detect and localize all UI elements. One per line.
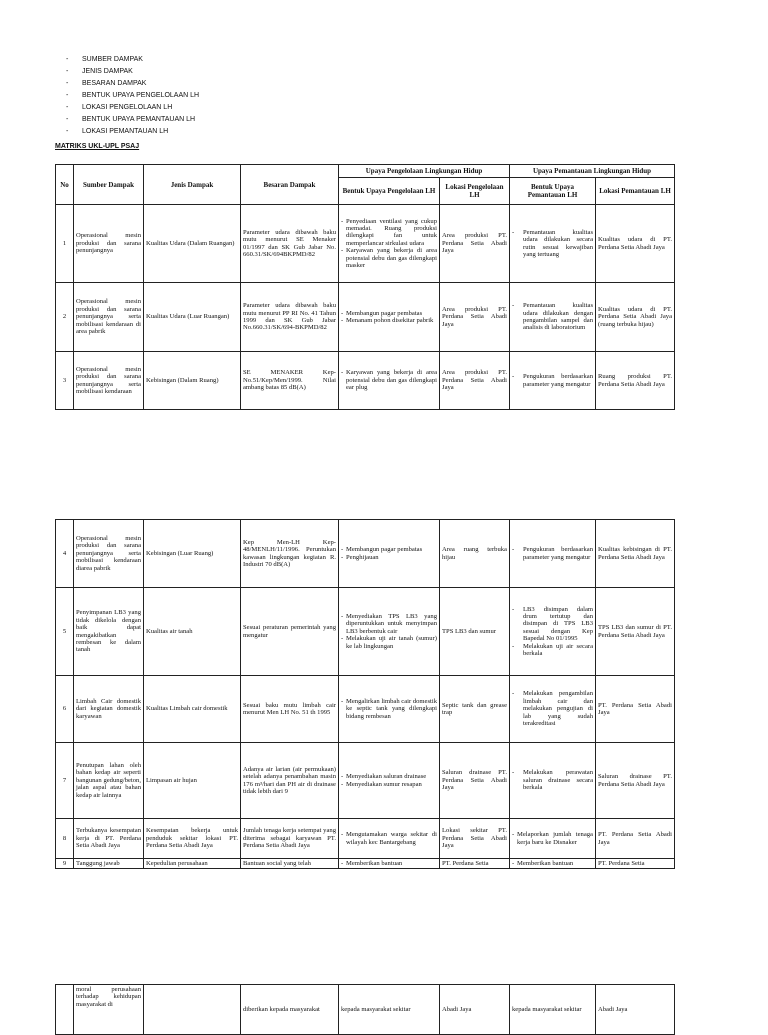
header-no: No (56, 165, 74, 205)
cell-lokasi-pengelolaan: Abadi Jaya (440, 985, 510, 1035)
list-item: - Membangun pagar pembatas (341, 546, 437, 553)
cell-pengelolaan (339, 352, 440, 410)
cell-lokasi-pemantauan: Kualitas udara di PT. Perdana Setia Abadi Jaya (ruang terbuka hijau) (596, 283, 675, 352)
matrix-title: MATRIKS UKL-UPL PSAJ (55, 143, 140, 150)
cell-lokasi-pengelolaan: Saluran drainase PT. Perdana Setia Abadi Jaya (440, 743, 510, 819)
cell-pengelolaan (339, 819, 440, 859)
list-item: - LOKASI PENGELOLAAN LH (66, 102, 199, 114)
cell-no (56, 985, 74, 1035)
list-item: - Menanam pohon disekitar pabrik (341, 317, 437, 324)
list-item: - Melaporkan jumlah tenaga kerja baru ke Disnaker (512, 831, 593, 846)
cell-lokasi-pemantauan: TPS LB3 dan sumur di PT. Perdana Setia Abadi Jaya (596, 588, 675, 676)
list-item: - Pengukuran berdasarkan parameter yang mengatur (512, 546, 593, 561)
cell-pengelolaan (339, 859, 440, 869)
cell-lokasi-pengelolaan: Lokasi sekitar PT. Perdana Setia Abadi Jaya (440, 819, 510, 859)
cell-lokasi-pengelolaan: TPS LB3 dan sumur (440, 588, 510, 676)
cell-jenis: Kualitas Udara (Dalam Ruangan) (144, 205, 241, 283)
list-item: - LOKASI PEMANTAUAN LH (66, 126, 199, 138)
matrix-table-3 (55, 984, 675, 1035)
cell-pemantauan (510, 588, 596, 676)
cell-besaran: Adanya air larian (air permukaan) setelah adanya penambahan masin 176 m³/hari dan PH air di drainase tidak lebih dari 9 (241, 743, 339, 819)
cell-besaran: Kep Men-LH Kep-48/MENLH/11/1996. Peruntukan kawasan lingkungan kegiatan R. Industri 70 dB(A) (241, 520, 339, 588)
cell-jenis: Kualitas Udara (Luar Ruangan) (144, 283, 241, 352)
list-item: - Melakukan uji air secara berkala (512, 643, 593, 658)
table-row (56, 520, 675, 588)
impact-list (66, 54, 199, 138)
list-item: - Menyediakan saluran drainase (341, 773, 437, 780)
list-item: - Melakukan pengambilan limbah cair dan melakukan pengujian di lab yang sudah terakreditasi (512, 690, 593, 727)
cell-pemantauan (510, 520, 596, 588)
list-item: - Mengalirkan limbah cair domestik ke septic tank yang dilengkapi bidang rembesan (341, 698, 437, 720)
cell-sumber: Operasional mesin produksi dan sarana penunjangnya serta mobilisasi kendaraan di area pabrik (74, 283, 144, 352)
cell-no: 3 (56, 352, 74, 410)
list-item: - SUMBER DAMPAK (66, 54, 199, 66)
cell-pemantauan (510, 743, 596, 819)
cell-besaran: Bantuan social yang telah (241, 859, 339, 869)
matrix-table-2 (55, 519, 675, 869)
cell-pengelolaan (339, 520, 440, 588)
cell-no: 4 (56, 520, 74, 588)
cell-lokasi-pemantauan: PT. Perdana Setia (596, 859, 675, 869)
cell-jenis: Kualitas air tanah (144, 588, 241, 676)
cell-sumber: Penyimpanan LB3 yang tidak dikelola dengan baik dapat mengakibatkan rembesan ke dalam tanah (74, 588, 144, 676)
cell-jenis (144, 985, 241, 1035)
cell-no: 2 (56, 283, 74, 352)
cell-no: 7 (56, 743, 74, 819)
list-item: - Karyawan yang bekerja di area potensial debu dan gas dilengkapi masker (341, 247, 437, 269)
cell-lokasi-pengelolaan: Area ruang terbuka hijau (440, 520, 510, 588)
cell-jenis: Kebisingan (Dalam Ruang) (144, 352, 241, 410)
cell-pemantauan (510, 205, 596, 283)
cell-lokasi-pengelolaan: Area produksi PT. Perdana Setia Abadi Jaya (440, 205, 510, 283)
list-item: - Penyediaan ventilasi yang cukup memadai. Ruang produksi dilengkapi fan untuk memperlancar sirkulasi udara (341, 218, 437, 248)
list-item: - Memberikan bantuan (512, 860, 593, 868)
cell-no: 8 (56, 819, 74, 859)
cell-besaran: SE MENAKER Kep-No.51/Kep/Men/1999. Nilai ambang batas 85 dB(A) (241, 352, 339, 410)
cell-jenis: Kepedulian perusahaan (144, 859, 241, 869)
list-item: - LB3 disimpan dalam drum tertutup dan disimpan di TPS LB3 sesuai dengan Kep Bapedal No 01/1995 (512, 606, 593, 643)
header-bentuk-pengelolaan: Bentuk Upaya Pengelolaan LH (339, 178, 440, 205)
cell-pemantauan (510, 283, 596, 352)
list-item: - BENTUK UPAYA PENGELOLAAN LH (66, 90, 199, 102)
header-besaran-dampak: Besaran Dampak (241, 165, 339, 205)
list-item: - Pengukuran berdasarkan parameter yang mengatur (512, 373, 593, 388)
cell-lokasi-pemantauan: Saluran drainase PT. Perdana Setia Abadi Jaya (596, 743, 675, 819)
cell-lokasi-pemantauan: Kualitas udara di PT. Perdana Setia Abadi Jaya (596, 205, 675, 283)
cell-jenis: Kebisingan (Luar Ruang) (144, 520, 241, 588)
header-bentuk-pemantauan: Bentuk Upaya Pemantauan LH (510, 178, 596, 205)
list-item: - Pemantauan kualitas udara dilakukan secara rutin sesuai kewajiban yang tertuang (512, 229, 593, 259)
table-row (56, 859, 675, 869)
cell-besaran: Sesuai peraturan pemerintah yang mengatur (241, 588, 339, 676)
cell-lokasi-pengelolaan: Septic tank dan grease trap (440, 676, 510, 743)
cell-sumber: Operasional mesin produksi dan sarana penunjangnya (74, 205, 144, 283)
cell-pemantauan (510, 819, 596, 859)
cell-jenis: Limpasan air hujan (144, 743, 241, 819)
cell-besaran: Parameter udara dibawah baku mutu menurut PP RI No. 41 Tahun 1999 dan SK Gub Jabar No.660.31/SK/694-BKPMD/82 (241, 283, 339, 352)
cell-sumber: Operasional mesin produksi dan sarana penunjangnya serta mobilisasi kendaraan diarea pabrik (74, 520, 144, 588)
header-lokasi-pengelolaan: Lokasi Pengelolaan LH (440, 178, 510, 205)
cell-sumber: Tanggung jawab (74, 859, 144, 869)
cell-pengelolaan: kepada masyarakat sekitar (339, 985, 440, 1035)
list-item: - Karyawan yang bekerja di area potensial debu dan gas dilengkapi ear plug (341, 369, 437, 391)
cell-pengelolaan (339, 283, 440, 352)
table-row (56, 588, 675, 676)
list-item: - Membangun pagar pembatas (341, 310, 437, 317)
cell-jenis: Kualitas Limbah cair domestik (144, 676, 241, 743)
cell-no: 9 (56, 859, 74, 869)
cell-besaran: Jumlah tenaga kerja setempat yang diterima sebagai karyawan PT. Perdana Setia Abadi Jaya (241, 819, 339, 859)
cell-no: 1 (56, 205, 74, 283)
cell-sumber: Terbukanya kesempatan kerja di PT. Perdana Setia Abadi Jaya (74, 819, 144, 859)
list-item: - Penghijauan (341, 554, 437, 561)
table-row (56, 205, 675, 283)
cell-no: 5 (56, 588, 74, 676)
cell-besaran: Sesuai baku mutu limbah cair menurut Men LH No. 51 th 1995 (241, 676, 339, 743)
list-item: - Menyediakan sumur resapan (341, 781, 437, 788)
list-item: - BESARAN DAMPAK (66, 78, 199, 90)
cell-no: 6 (56, 676, 74, 743)
cell-lokasi-pemantauan: PT. Perdana Setia Abadi Jaya (596, 819, 675, 859)
header-lokasi-pemantauan: Lokasi Pemantauan LH (596, 178, 675, 205)
header-upaya-pemantauan: Upaya Pemantauan Lingkungan Hidup (510, 165, 675, 178)
cell-lokasi-pemantauan: PT. Perdana Setia Abadi Jaya (596, 676, 675, 743)
cell-pemantauan (510, 352, 596, 410)
list-item: - JENIS DAMPAK (66, 66, 199, 78)
table-row (56, 985, 675, 1035)
table-row (56, 819, 675, 859)
cell-sumber: Penutupan lahan oleh bahan kedap air seperti bangunan gedung/beton, jalan aspal atau bahan kedap air lainnya (74, 743, 144, 819)
header-sumber-dampak: Sumber Dampak (74, 165, 144, 205)
cell-jenis: Kesempatan bekerja untuk penduduk sekitar lokasi PT. Perdana Setia Abadi Jaya (144, 819, 241, 859)
cell-pemantauan (510, 676, 596, 743)
table-row (56, 676, 675, 743)
list-item: - Menyediakan TPS LB3 yang diperuntukkan untuk menyimpan LB3 berbentuk cair (341, 613, 437, 635)
list-item: - Pemantauan kualitas udara dilakukan dengan pengambilan sampel dan analisis di laboratorium (512, 302, 593, 332)
matrix-table-1 (55, 164, 675, 410)
table-row (56, 352, 675, 410)
header-upaya-pengelolaan: Upaya Pengelolaan Lingkungan Hidup (339, 165, 510, 178)
cell-besaran: Parameter udara dibawah baku mutu menurut SE Menaker 01/1997 dan SK Gub Jabar No. 660.31/SK/694BKPMD/82 (241, 205, 339, 283)
cell-lokasi-pengelolaan: PT. Perdana Setia (440, 859, 510, 869)
list-item: - BENTUK UPAYA PEMANTAUAN LH (66, 114, 199, 126)
cell-pengelolaan (339, 676, 440, 743)
cell-sumber: Operasional mesin produksi dan sarana penunjangnya serta mobilisasi kendaraan (74, 352, 144, 410)
cell-besaran: diberikan kepada masyarakat (241, 985, 339, 1035)
cell-sumber: Limbah Cair domestik dari kegiatan domestik karyawan (74, 676, 144, 743)
table-row (56, 743, 675, 819)
cell-lokasi-pengelolaan: Area produksi PT. Perdana Setia Abadi Jaya (440, 283, 510, 352)
cell-sumber: moral perusahaan terhadap kehidupan masyarakat di (74, 985, 144, 1035)
cell-pemantauan (510, 859, 596, 869)
header-jenis-dampak: Jenis Dampak (144, 165, 241, 205)
cell-pengelolaan (339, 205, 440, 283)
cell-lokasi-pemantauan: Ruang produksi PT. Perdana Setia Abadi Jaya (596, 352, 675, 410)
list-item: - Memberikan bantuan (341, 860, 437, 868)
cell-pengelolaan (339, 588, 440, 676)
list-item: - Melakukan uji air tanah (sumur) ke lab lingkungan (341, 635, 437, 650)
list-item: - Mengutamakan warga sekitar di wilayah kec Bantargebang (341, 831, 437, 846)
cell-pengelolaan (339, 743, 440, 819)
table-row (56, 283, 675, 352)
cell-lokasi-pemantauan: Kualitas kebisingan di PT. Perdana Setia Abadi Jaya (596, 520, 675, 588)
cell-pemantauan: kepada masyarakat sekitar (510, 985, 596, 1035)
cell-lokasi-pemantauan: Abadi Jaya (596, 985, 675, 1035)
cell-lokasi-pengelolaan: Area produksi PT. Perdana Setia Abadi Jaya (440, 352, 510, 410)
list-item: - Melakukan perawatan saluran drainase secara berkala (512, 769, 593, 791)
